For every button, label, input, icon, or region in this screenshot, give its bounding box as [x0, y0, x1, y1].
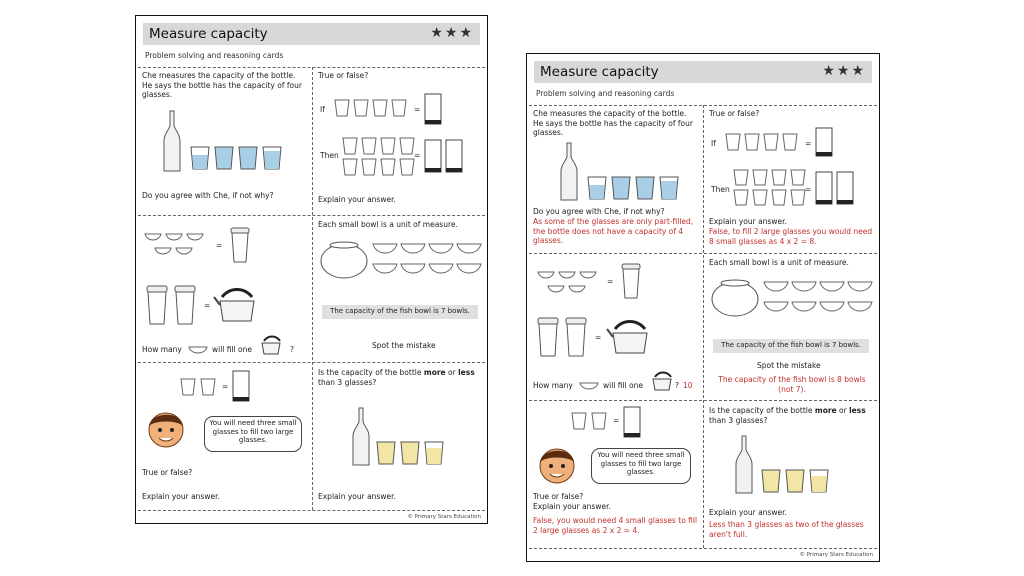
- card-true-false-glasses: [705, 105, 875, 253]
- fish-bowl-icon: [320, 239, 368, 279]
- equals-sign: =: [414, 151, 421, 160]
- worksheet-questions: [135, 15, 488, 524]
- kettle-icon: [609, 315, 651, 355]
- explain-prompt: Explain your answer.: [318, 195, 396, 204]
- explain-prompt: Explain your answer.: [142, 492, 220, 501]
- card-heading: True or false?: [318, 71, 369, 80]
- small-bowls-icon: [144, 231, 208, 261]
- small-bowl-icon: [579, 381, 599, 391]
- card-text: Each small bowl is a unit of measure.: [709, 258, 849, 267]
- speech-bubble: You will need three small glasses to fill two large glasses.: [204, 416, 302, 452]
- large-glass-icon: [815, 127, 833, 157]
- if-label: If: [711, 139, 716, 148]
- question-prompt: Do you agree with Che, if not why?: [533, 207, 665, 216]
- small-glasses-icon: [733, 169, 812, 207]
- equals-sign: =: [414, 105, 421, 114]
- yellow-glasses-icon: [376, 440, 446, 466]
- will-fill-text: will fill one: [603, 381, 644, 390]
- large-glasses-icon: [815, 171, 855, 205]
- question-mark: ?: [675, 381, 679, 390]
- copyright: © Primary Stars Education: [799, 552, 873, 558]
- explain-prompt: Explain your answer.: [709, 217, 787, 226]
- page-title: Measure capacity: [149, 26, 268, 42]
- will-fill-text: will fill one: [212, 345, 253, 354]
- row-divider: [529, 548, 877, 549]
- card-bottle-four-glasses: [529, 105, 703, 253]
- then-label: Then: [711, 185, 730, 194]
- speech-bubble: You will need three small glasses to fill two large glasses.: [591, 448, 691, 484]
- spot-mistake-text: Spot the mistake: [372, 341, 436, 350]
- subtitle: Problem solving and reasoning cards: [536, 89, 675, 98]
- cup-icon: [230, 227, 250, 263]
- small-glasses-icon: [180, 378, 220, 396]
- card-bottle-four-glasses: [138, 67, 312, 215]
- blue-glasses-icon: [587, 175, 683, 201]
- header-bar: [534, 61, 872, 83]
- bottle-icon: [352, 408, 370, 466]
- equals-sign: =: [613, 416, 620, 425]
- equals-sign: =: [805, 139, 812, 148]
- column-divider: [703, 105, 704, 548]
- worksheet-answers: [526, 53, 880, 562]
- kettle-icon: [260, 333, 282, 355]
- card-heading: True or false?: [709, 109, 760, 118]
- then-label: Then: [320, 151, 339, 160]
- equals-sign: =: [204, 301, 211, 310]
- answer-text: 10: [683, 381, 693, 390]
- how-many-text: How many: [533, 381, 573, 390]
- large-glass-icon: [623, 406, 641, 438]
- header-bar: [143, 23, 480, 45]
- card-heading: True or false?: [142, 468, 193, 477]
- page-title: Measure capacity: [540, 64, 659, 80]
- answer-text: Less than 3 glasses as two of the glasses aren't full.: [709, 520, 864, 539]
- small-glasses-icon: [342, 137, 421, 177]
- question-text: Che measures the capacity of the bottle. He says the bottle has the capacity of four glasses.: [142, 71, 302, 99]
- small-glasses-icon: [571, 412, 611, 430]
- boy-avatar: [146, 408, 186, 450]
- row-divider: [138, 510, 485, 511]
- fish-bowl-icon: [711, 277, 759, 317]
- card-heading: True or false?: [533, 492, 584, 501]
- small-bowls-icon: [537, 269, 601, 299]
- cups-icon: [146, 285, 198, 325]
- row-divider: [529, 400, 877, 401]
- card-kettle-cups: [529, 255, 703, 400]
- card-fish-bowl: [705, 255, 875, 400]
- card-grid: [138, 67, 485, 509]
- explain-prompt: Explain your answer.: [318, 492, 396, 501]
- copyright: © Primary Stars Education: [407, 514, 481, 520]
- spot-mistake-text: Spot the mistake: [757, 361, 821, 370]
- question-prompt: Do you agree with Che, if not why?: [142, 191, 274, 200]
- question-text: Is the capacity of the bottle more or less than 3 glasses?: [709, 406, 866, 425]
- card-fish-bowl: [314, 217, 484, 362]
- star-rating: ★★★: [430, 25, 474, 41]
- card-kettle-cups: [138, 217, 312, 362]
- how-many-text: How many: [142, 345, 182, 354]
- if-label: If: [320, 105, 325, 114]
- card-grid: [529, 105, 877, 547]
- equals-sign: =: [216, 241, 223, 250]
- large-glasses-icon: [424, 139, 464, 173]
- answer-text: The capacity of the fish bowl is 8 bowls (not 7).: [718, 375, 866, 394]
- row-divider: [529, 253, 877, 254]
- blue-glasses-icon: [190, 145, 286, 171]
- boy-avatar: [537, 444, 577, 486]
- small-bowl-icon: [188, 345, 208, 355]
- row-divider: [138, 215, 485, 216]
- bottle-icon: [735, 436, 753, 494]
- card-three-small-glasses: [138, 364, 312, 510]
- answer-text: As some of the glasses are only part-filled, the bottle does not have a capacity of 4 glasses.: [533, 217, 694, 245]
- answer-text: False, you would need 4 small glasses to fill 2 large glasses as 2 x 2 = 4.: [533, 516, 698, 535]
- card-bottle-three-glasses: [314, 364, 484, 510]
- answer-text: False, to fill 2 large glasses you would need 8 small glasses as 4 x 2 = 8.: [709, 227, 873, 246]
- column-divider: [312, 67, 313, 510]
- cup-icon: [621, 263, 641, 299]
- small-glasses-icon: [334, 99, 410, 117]
- statement-chip: The capacity of the fish bowl is 7 bowls.: [322, 305, 478, 319]
- small-glasses-icon: [725, 133, 801, 151]
- statement-chip: The capacity of the fish bowl is 7 bowls.: [713, 339, 869, 353]
- subtitle: Problem solving and reasoning cards: [145, 51, 284, 60]
- row-divider: [138, 362, 485, 363]
- card-bottle-three-glasses: [705, 402, 875, 548]
- card-three-small-glasses: [529, 402, 703, 548]
- card-text: Each small bowl is a unit of measure.: [318, 220, 458, 229]
- star-rating: ★★★: [822, 63, 866, 79]
- question-text: Is the capacity of the bottle more or less than 3 glasses?: [318, 368, 475, 387]
- cups-icon: [537, 317, 589, 357]
- small-bowls-icon: [763, 279, 873, 319]
- explain-prompt: Explain your answer.: [709, 508, 787, 517]
- equals-sign: =: [805, 185, 812, 194]
- bottle-icon: [162, 111, 182, 173]
- card-true-false-glasses: [314, 67, 484, 215]
- kettle-icon: [651, 369, 673, 391]
- question-text: Che measures the capacity of the bottle. He says the bottle has the capacity of four glasses.: [533, 109, 693, 137]
- yellow-glasses-icon: [761, 468, 831, 494]
- large-glass-icon: [232, 370, 250, 402]
- bottle-icon: [559, 143, 579, 201]
- equals-sign: =: [595, 333, 602, 342]
- equals-sign: =: [222, 382, 229, 391]
- small-bowls-icon: [372, 241, 482, 281]
- large-glass-icon: [424, 93, 442, 125]
- question-mark: ?: [290, 345, 294, 354]
- kettle-icon: [216, 283, 258, 323]
- equals-sign: =: [607, 277, 614, 286]
- explain-prompt: Explain your answer.: [533, 502, 611, 511]
